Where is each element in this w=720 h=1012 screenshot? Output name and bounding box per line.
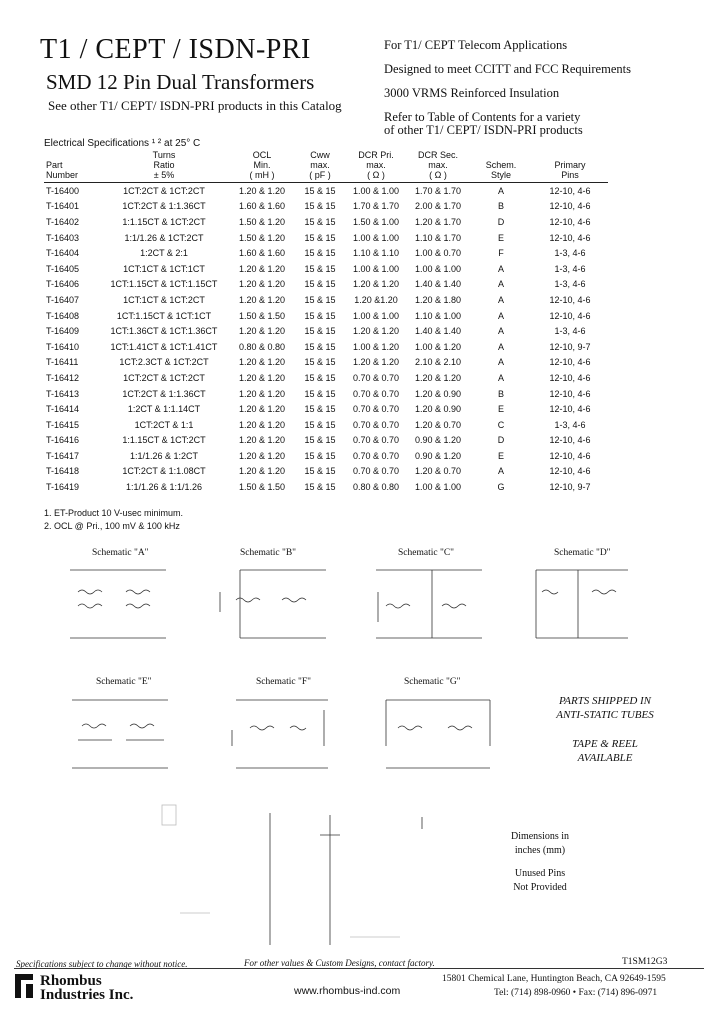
cell-ocl: 1.50 & 1.50 (238, 482, 286, 493)
cell-dcr-pri: 1.50 & 1.00 (352, 216, 400, 227)
schematic-c-diagram (372, 562, 492, 646)
cell-schem-style: A (497, 310, 504, 321)
cell-schem-style: E (497, 232, 504, 243)
schematic-e-diagram (68, 690, 178, 776)
cell-ocl: 1.20 & 1.20 (238, 279, 286, 290)
table-row (44, 433, 608, 449)
cell-dcr-sec: 1.00 & 1.00 (414, 263, 462, 274)
table-row (44, 261, 608, 277)
feature-2: Designed to meet CCITT and FCC Requirements (384, 62, 631, 76)
header-ocl: OCL Min. ( mH ) (249, 150, 275, 180)
cell-schem-style: D (497, 435, 505, 446)
cell-turns-ratio: 1CT:1CT & 1CT:2CT (123, 294, 205, 305)
cell-dcr-pri: 0.70 & 0.70 (352, 372, 400, 383)
cell-part-number: T-16412 (46, 372, 80, 383)
title-line2: SMD 12 Pin Dual Transformers (46, 70, 315, 94)
table-row (44, 401, 608, 417)
cell-dcr-pri: 0.70 & 0.70 (352, 419, 400, 430)
table-row (44, 277, 608, 293)
specs-caption: Electrical Specifications ¹ ² at 25° C (44, 138, 201, 149)
website-link[interactable]: www.rhombus-ind.com (294, 985, 401, 997)
table-row (44, 370, 608, 386)
cell-part-number: T-16413 (46, 388, 80, 399)
feature-4: Refer to Table of Contents for a variety (384, 110, 581, 124)
schematic-d-diagram (528, 562, 638, 646)
cell-part-number: T-16404 (46, 248, 80, 259)
company-phone-fax: Tel: (714) 898-0960 • Fax: (714) 896-0971 (494, 988, 658, 998)
cell-dcr-sec: 2.00 & 1.70 (414, 201, 462, 212)
header-primary-pins: Primary Pins (554, 160, 586, 180)
cell-ocl: 1.20 & 1.20 (238, 419, 286, 430)
cell-cww: 15 & 15 (304, 216, 336, 227)
schematic-g-title: Schematic "G" (404, 677, 461, 687)
cell-dcr-sec: 2.10 & 2.10 (414, 357, 462, 368)
cell-dcr-sec: 1.20 & 1.70 (414, 216, 462, 227)
cell-primary-pins: 1-3, 4-6 (554, 419, 586, 430)
cell-ocl: 1.20 & 1.20 (238, 388, 286, 399)
cell-dcr-pri: 0.70 & 0.70 (352, 388, 400, 399)
table-row (44, 386, 608, 402)
cell-ocl: 1.50 & 1.20 (238, 216, 286, 227)
title-line3: See other T1/ CEPT/ ISDN-PRI products in this Catalog (48, 98, 342, 113)
cell-dcr-pri: 1.00 & 1.00 (352, 185, 400, 196)
cell-ocl: 1.20 & 1.20 (238, 185, 286, 196)
cell-dcr-pri: 1.10 & 1.10 (352, 248, 400, 259)
cell-dcr-sec: 1.00 & 1.20 (414, 341, 462, 352)
cell-dcr-sec: 0.90 & 1.20 (414, 450, 462, 461)
cell-turns-ratio: 1CT:1.36CT & 1CT:1.36CT (110, 326, 218, 337)
cell-dcr-sec: 1.40 & 1.40 (414, 279, 462, 290)
cell-primary-pins: 12-10, 4-6 (549, 232, 591, 243)
cell-cww: 15 & 15 (304, 185, 336, 196)
cell-turns-ratio: 1CT:2CT & 1CT:2CT (123, 372, 205, 383)
title-line1: T1 / CEPT / ISDN-PRI (40, 34, 311, 65)
cell-cww: 15 & 15 (304, 201, 336, 212)
cell-primary-pins: 12-10, 9-7 (549, 482, 591, 493)
schematic-b-title: Schematic "B" (240, 548, 297, 558)
cell-schem-style: A (497, 326, 504, 337)
company-name-line1: Rhombus (40, 973, 102, 989)
cell-cww: 15 & 15 (304, 294, 336, 305)
dimensions-line2: inches (mm) (514, 845, 566, 856)
cell-primary-pins: 12-10, 4-6 (549, 185, 591, 196)
schematic-f-diagram (228, 690, 338, 776)
cell-turns-ratio: 1:1.15CT & 1CT:2CT (122, 435, 206, 446)
cell-primary-pins: 1-3, 4-6 (554, 279, 586, 290)
dimensions-line1: Dimensions in (510, 831, 570, 842)
table-row (44, 292, 608, 308)
cell-primary-pins: 12-10, 4-6 (549, 294, 591, 305)
schematic-d-title: Schematic "D" (554, 548, 611, 558)
cell-dcr-pri: 1.00 & 1.20 (352, 341, 400, 352)
cell-dcr-sec: 0.90 & 1.20 (414, 435, 462, 446)
cell-schem-style: A (497, 185, 504, 196)
custom-notice: For other values & Custom Designs, contact factory. (244, 958, 435, 968)
note-1: 1. ET-Product 10 V-usec minimum. (44, 508, 184, 518)
cell-schem-style: A (497, 466, 504, 477)
cell-cww: 15 & 15 (304, 248, 336, 259)
cell-cww: 15 & 15 (304, 326, 336, 337)
cell-part-number: T-16411 (46, 357, 79, 368)
cell-ocl: 1.60 & 1.60 (238, 201, 286, 212)
cell-schem-style: A (497, 263, 504, 274)
cell-part-number: T-16416 (46, 435, 80, 446)
cell-primary-pins: 1-3, 4-6 (554, 263, 586, 274)
cell-cww: 15 & 15 (304, 419, 336, 430)
cell-turns-ratio: 1CT:1CT & 1CT:1CT (123, 263, 205, 274)
cell-schem-style: B (497, 201, 504, 212)
cell-ocl: 0.80 & 0.80 (238, 341, 286, 352)
feature-5: of other T1/ CEPT/ ISDN-PRI products (384, 123, 583, 137)
cell-primary-pins: 12-10, 4-6 (549, 201, 591, 212)
cell-part-number: T-16415 (46, 419, 80, 430)
table-row (44, 183, 608, 199)
unused-pins-line2: Not Provided (513, 882, 567, 893)
table-header-row (44, 150, 608, 183)
cell-cww: 15 & 15 (304, 388, 336, 399)
cell-cww: 15 & 15 (304, 466, 336, 477)
cell-schem-style: E (497, 404, 504, 415)
cell-ocl: 1.20 & 1.20 (238, 357, 286, 368)
header-cww: Cww max. ( pF ) (309, 150, 331, 180)
shipping-line3: TAPE & REEL (572, 738, 638, 750)
schematic-a-diagram (66, 562, 176, 646)
cell-ocl: 1.20 & 1.20 (238, 326, 286, 337)
cell-part-number: T-16407 (46, 294, 80, 305)
cell-part-number: T-16406 (46, 279, 80, 290)
header-dcr-sec: DCR Sec. max. ( Ω ) (417, 150, 458, 180)
shipping-line4: AVAILABLE (577, 752, 633, 764)
cell-turns-ratio: 1:2CT & 1:1.14CT (127, 404, 201, 415)
cell-cww: 15 & 15 (304, 263, 336, 274)
cell-dcr-pri: 1.20 & 1.20 (352, 357, 400, 368)
cell-cww: 15 & 15 (304, 482, 336, 493)
header-schem-style: Schem. Style (485, 160, 517, 180)
cell-turns-ratio: 1:2CT & 2:1 (140, 248, 188, 259)
cell-part-number: T-16408 (46, 310, 80, 321)
cell-turns-ratio: 1:1/1.26 & 1:2CT (129, 450, 199, 461)
cell-primary-pins: 12-10, 4-6 (549, 450, 591, 461)
cell-cww: 15 & 15 (304, 357, 336, 368)
table-row (44, 323, 608, 339)
cell-schem-style: B (497, 388, 504, 399)
cell-dcr-sec: 1.10 & 1.00 (414, 310, 462, 321)
cell-schem-style: A (497, 372, 504, 383)
cell-schem-style: A (497, 357, 504, 368)
cell-schem-style: F (498, 248, 504, 259)
cell-primary-pins: 12-10, 4-6 (549, 466, 591, 477)
schematic-b-diagram (216, 562, 336, 646)
schematic-g-diagram (378, 690, 498, 776)
cell-ocl: 1.60 & 1.60 (238, 248, 286, 259)
header-part: Part Number (46, 160, 79, 180)
schematic-e-title: Schematic "E" (96, 677, 152, 687)
cell-dcr-sec: 1.40 & 1.40 (414, 326, 462, 337)
schematic-f-title: Schematic "F" (256, 677, 311, 687)
table-row (44, 464, 608, 480)
cell-part-number: T-16403 (46, 232, 80, 243)
cell-cww: 15 & 15 (304, 450, 336, 461)
cell-ocl: 1.20 & 1.20 (238, 294, 286, 305)
company-address: 15801 Chemical Lane, Huntington Beach, CA 92649-1595 (442, 974, 666, 984)
cell-dcr-sec: 1.20 & 1.20 (414, 372, 462, 383)
cell-turns-ratio: 1CT:1.15CT & 1CT:1CT (116, 310, 212, 321)
cell-part-number: T-16409 (46, 326, 80, 337)
cell-dcr-pri: 0.80 & 0.80 (352, 482, 400, 493)
cell-schem-style: G (497, 482, 505, 493)
table-row (44, 214, 608, 230)
cell-primary-pins: 1-3, 4-6 (554, 248, 586, 259)
shipping-line2: ANTI-STATIC TUBES (556, 709, 654, 721)
cell-primary-pins: 12-10, 4-6 (549, 435, 591, 446)
cell-dcr-pri: 0.70 & 0.70 (352, 450, 400, 461)
cell-primary-pins: 12-10, 4-6 (549, 357, 591, 368)
spec-table (44, 150, 608, 495)
cell-turns-ratio: 1CT:2CT & 1CT:2CT (123, 185, 205, 196)
unused-pins-line1: Unused Pins (514, 868, 566, 879)
cell-primary-pins: 12-10, 4-6 (549, 216, 591, 227)
cell-ocl: 1.50 & 1.50 (238, 310, 286, 321)
header-turns: Turns Ratio ± 5% (152, 150, 176, 180)
cell-part-number: T-16410 (46, 341, 80, 352)
cell-ocl: 1.20 & 1.20 (238, 450, 286, 461)
cell-primary-pins: 12-10, 4-6 (549, 404, 591, 415)
cell-cww: 15 & 15 (304, 404, 336, 415)
cell-part-number: T-16419 (46, 482, 80, 493)
cell-part-number: T-16402 (46, 216, 80, 227)
cell-dcr-sec: 1.00 & 1.00 (414, 482, 462, 493)
header-dcr-pri: DCR Pri. max. ( Ω ) (358, 150, 394, 180)
cell-cww: 15 & 15 (304, 279, 336, 290)
table-row (44, 355, 608, 371)
cell-dcr-sec: 1.00 & 0.70 (414, 248, 462, 259)
cell-dcr-pri: 1.00 & 1.00 (352, 263, 400, 274)
cell-primary-pins: 12-10, 4-6 (549, 310, 591, 321)
cell-schem-style: A (497, 294, 504, 305)
cell-part-number: T-16400 (46, 185, 80, 196)
cell-dcr-sec: 1.10 & 1.70 (414, 232, 462, 243)
table-row (44, 339, 608, 355)
cell-turns-ratio: 1CT:2CT & 1:1.08CT (122, 466, 206, 477)
cell-turns-ratio: 1:1/1.26 & 1CT:2CT (124, 232, 204, 243)
cell-ocl: 1.20 & 1.20 (238, 435, 286, 446)
table-row (44, 417, 608, 433)
cell-schem-style: E (497, 450, 504, 461)
cell-dcr-pri: 0.70 & 0.70 (352, 435, 400, 446)
cell-schem-style: A (497, 279, 504, 290)
cell-schem-style: D (497, 216, 505, 227)
cell-part-number: T-16417 (46, 450, 80, 461)
cell-cww: 15 & 15 (304, 435, 336, 446)
cell-dcr-pri: 1.00 & 1.00 (352, 310, 400, 321)
package-outline-diagram (150, 795, 450, 955)
feature-1: For T1/ CEPT Telecom Applications (384, 38, 568, 52)
company-name-line2: Industries Inc. (40, 987, 134, 1003)
table-row (44, 199, 608, 215)
cell-dcr-sec: 1.20 & 0.90 (414, 388, 462, 399)
cell-dcr-sec: 1.20 & 1.80 (414, 294, 462, 305)
feature-3: 3000 VRMS Reinforced Insulation (384, 86, 560, 100)
cell-dcr-pri: 0.70 & 0.70 (352, 466, 400, 477)
cell-dcr-sec: 1.20 & 0.70 (414, 419, 462, 430)
cell-dcr-pri: 1.20 & 1.20 (352, 279, 400, 290)
cell-dcr-pri: 1.20 &1.20 (354, 294, 398, 305)
cell-ocl: 1.20 & 1.20 (238, 263, 286, 274)
cell-part-number: T-16418 (46, 466, 80, 477)
cell-part-number: T-16414 (46, 404, 80, 415)
cell-turns-ratio: 1CT:1.41CT & 1CT:1.41CT (110, 341, 218, 352)
schematic-c-title: Schematic "C" (398, 548, 455, 558)
cell-part-number: T-16401 (46, 201, 80, 212)
cell-dcr-pri: 1.00 & 1.00 (352, 232, 400, 243)
cell-part-number: T-16405 (46, 263, 80, 274)
cell-primary-pins: 12-10, 9-7 (549, 341, 591, 352)
cell-cww: 15 & 15 (304, 232, 336, 243)
table-row (44, 308, 608, 324)
cell-turns-ratio: 1CT:2.3CT & 1CT:2CT (119, 357, 209, 368)
specs-notice: Specifications subject to change without notice. (16, 959, 188, 969)
cell-turns-ratio: 1:1/1.26 & 1:1/1.26 (125, 482, 203, 493)
cell-ocl: 1.50 & 1.20 (238, 232, 286, 243)
doc-code: T1SM12G3 (622, 957, 668, 967)
cell-primary-pins: 12-10, 4-6 (549, 372, 591, 383)
cell-cww: 15 & 15 (304, 341, 336, 352)
table-row (44, 245, 608, 261)
footer-divider (14, 968, 704, 969)
cell-cww: 15 & 15 (304, 372, 336, 383)
cell-dcr-sec: 1.70 & 1.70 (414, 185, 462, 196)
table-row (44, 230, 608, 246)
cell-dcr-pri: 1.20 & 1.20 (352, 326, 400, 337)
rhombus-logo-icon (14, 972, 36, 1000)
cell-dcr-sec: 1.20 & 0.70 (414, 466, 462, 477)
cell-ocl: 1.20 & 1.20 (238, 372, 286, 383)
cell-turns-ratio: 1CT:2CT & 1:1 (134, 419, 194, 430)
cell-ocl: 1.20 & 1.20 (238, 404, 286, 415)
cell-turns-ratio: 1:1.15CT & 1CT:2CT (122, 216, 206, 227)
table-row (44, 448, 608, 464)
cell-ocl: 1.20 & 1.20 (238, 466, 286, 477)
cell-schem-style: C (497, 419, 505, 430)
cell-turns-ratio: 1CT:1.15CT & 1CT:1.15CT (110, 279, 218, 290)
cell-primary-pins: 1-3, 4-6 (554, 326, 586, 337)
table-row (44, 479, 608, 495)
cell-turns-ratio: 1CT:2CT & 1:1.36CT (122, 201, 206, 212)
cell-turns-ratio: 1CT:2CT & 1:1.36CT (122, 388, 206, 399)
cell-cww: 15 & 15 (304, 310, 336, 321)
cell-dcr-pri: 0.70 & 0.70 (352, 404, 400, 415)
cell-dcr-pri: 1.70 & 1.70 (352, 201, 400, 212)
note-2: 2. OCL @ Pri., 100 mV & 100 kHz (44, 521, 180, 531)
cell-dcr-sec: 1.20 & 0.90 (414, 404, 462, 415)
shipping-line1: PARTS SHIPPED IN (558, 695, 652, 707)
cell-primary-pins: 12-10, 4-6 (549, 388, 591, 399)
cell-schem-style: A (497, 341, 504, 352)
schematic-a-title: Schematic "A" (92, 548, 149, 558)
